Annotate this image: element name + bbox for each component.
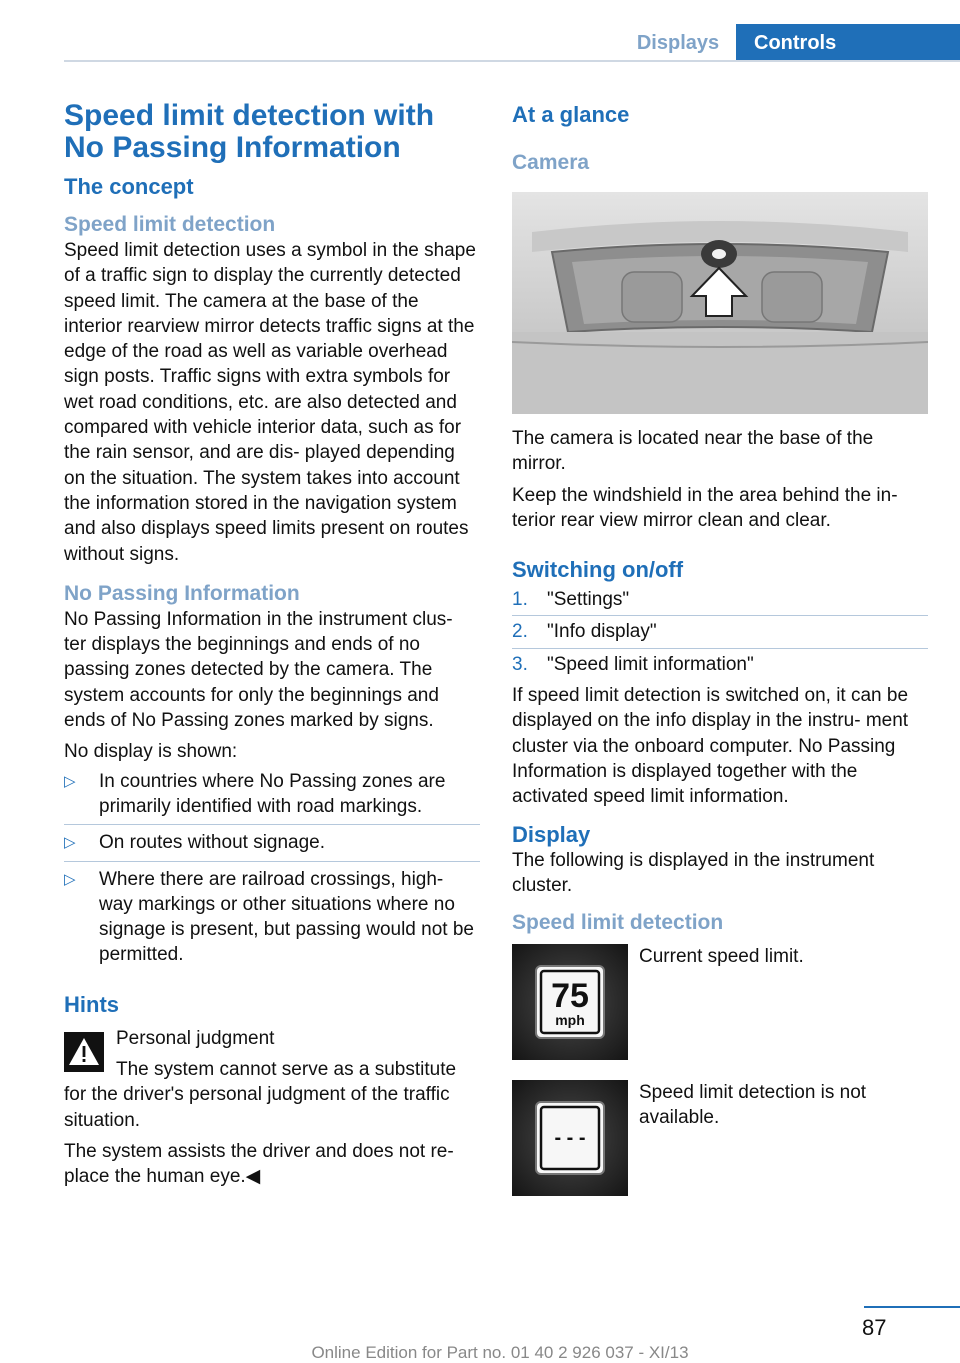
camera-clean-text: Keep the windshield in the area behind the in‐ terior rear view mirror clean and clear.	[512, 484, 898, 531]
list-divider	[512, 615, 928, 616]
speed-limit-sign-image	[512, 944, 628, 1060]
hint-body-first-line: The system cannot serve as a substitute for the driver's personal judgment of the traffic situation.	[64, 1059, 457, 1131]
concept-heading: The concept	[64, 174, 194, 199]
left-column	[64, 100, 480, 1190]
speed-limit-detection-body: Speed limit detection uses a symbol in the shape of a traffic sign to display the currently detected speed limit. The camera at the base of the interior rearview mirror detects traffic signs at the edge of the road as well as variable overhead sign posts. Traffic signs with extra symbols for wet road conditions, etc. are also detected and compared with vehicle interior data, such as for the rain sensor, and are dis‐ played depending on the situation. The system takes into account the information stored in the navigation system and also displays speed limits present on routes without signs.	[64, 240, 476, 565]
header-tab-displays[interactable]: Displays	[636, 32, 720, 54]
header-divider	[64, 60, 960, 62]
hints-heading: Hints	[64, 991, 119, 1017]
step-text: "Settings"	[547, 589, 630, 611]
speed-value: 75	[551, 977, 589, 1016]
camera-illustration	[512, 192, 928, 414]
step-number: 3.	[512, 653, 528, 675]
bullet-text: On routes without signage.	[99, 832, 326, 854]
bullet-text: Where there are railroad crossings, high‐ way markings or other situations where no signage is present, but passing would not be permitted.	[99, 868, 474, 966]
at-a-glance-heading: At a glance	[512, 102, 630, 127]
speed-limit-sub-heading: Speed limit detection	[512, 911, 724, 935]
bullet-triangle-icon: ▷	[64, 870, 76, 888]
list-item	[64, 769, 480, 820]
no-passing-heading: No Passing Information	[64, 581, 300, 605]
list-item	[512, 652, 928, 677]
list-divider	[64, 824, 480, 825]
unavailable-display-row	[512, 1080, 928, 1196]
bullet-text: In countries where No Passing zones are primarily identified with road markings.	[99, 770, 446, 817]
unavailable-value: - - -	[554, 1127, 586, 1150]
warning-icon	[64, 1032, 104, 1072]
hint-title: Personal judgment	[116, 1027, 275, 1049]
bullet-triangle-icon: ▷	[64, 772, 76, 790]
speed-limit-detection-heading: Speed limit detection	[64, 213, 276, 236]
hint-body-second: The system assists the driver and does not re‐ place the human eye.◀	[64, 1140, 454, 1188]
list-item	[64, 830, 480, 855]
step-number: 2.	[512, 621, 528, 643]
list-item	[512, 619, 928, 644]
header-tab-controls[interactable]: Controls	[736, 24, 960, 62]
edition-footer: Online Edition for Part no. 01 40 2 926 037 - XI/13	[311, 1343, 689, 1362]
list-divider	[512, 648, 928, 649]
switching-heading: Switching on/off	[512, 557, 684, 583]
camera-location-text: The camera is located near the base of the mirror.	[512, 428, 874, 475]
footer-divider	[864, 1306, 960, 1308]
switching-steps	[512, 587, 928, 677]
no-display-list	[64, 769, 480, 968]
switching-body: If speed limit detection is switched on, it can be displayed on the info display in the instru‐ ment cluster via the onboard computer. No Passing Information is displayed together with the activated speed limit information.	[512, 685, 909, 808]
no-display-intro: No display is shown:	[64, 741, 238, 763]
speed-limit-display-row	[512, 944, 928, 1060]
camera-heading: Camera	[512, 151, 590, 174]
unavailable-sign-image	[512, 1080, 628, 1196]
display-body: The following is displayed in the instrument cluster.	[512, 849, 875, 896]
warning-block	[64, 1026, 480, 1133]
step-text: "Info display"	[547, 621, 657, 643]
list-item	[512, 587, 928, 612]
page-number: 87	[862, 1315, 887, 1340]
speed-unit: mph	[555, 1012, 585, 1029]
step-number: 1.	[512, 589, 528, 611]
not-available-text: Speed limit detection is not available.	[639, 1082, 867, 1129]
current-limit-text: Current speed limit.	[639, 946, 804, 968]
list-divider	[64, 861, 480, 862]
display-heading: Display	[512, 821, 591, 847]
page-title: Speed limit detection with No Passing Information	[64, 99, 435, 164]
list-item	[64, 867, 480, 968]
right-column	[512, 100, 928, 1196]
no-passing-body: No Passing Information in the instrument clus‐ ter displays the beginnings and ends of no passing zones detected by the camera. The system accounts for only the beginnings and ends of No Passing zones marked by signs.	[64, 608, 453, 732]
step-text: "Speed limit information"	[547, 653, 754, 675]
bullet-triangle-icon: ▷	[64, 834, 76, 852]
